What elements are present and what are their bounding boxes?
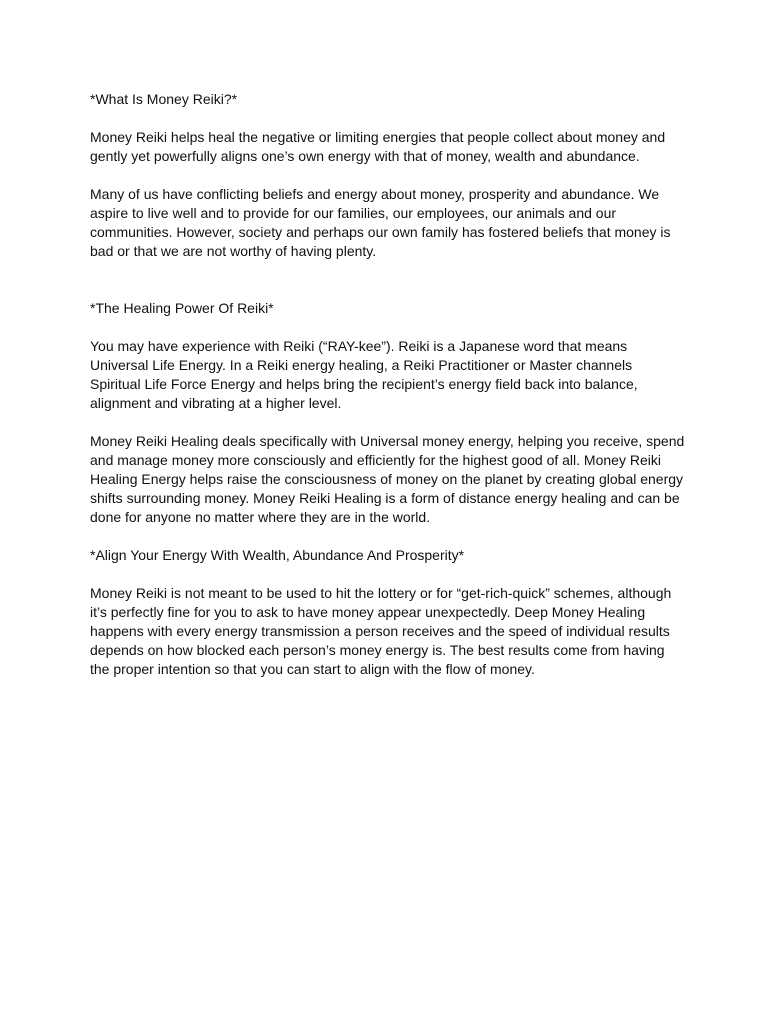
- paragraph: [90, 185, 690, 261]
- text-line: You may have experience with Reiki (“RAY-kee”). Reiki is a Japanese word that means: [90, 338, 628, 354]
- section-heading: *The Healing Power Of Reiki*: [90, 300, 274, 316]
- document-body: [90, 90, 690, 679]
- text-line: it’s perfectly fine for you to ask to have money appear unexpectedly. Deep Money Healing: [90, 604, 646, 620]
- text-line: and manage money more consciously and efficiently for the highest good of all. Money Reiki: [90, 452, 661, 468]
- text-line: alignment and vibrating at a higher level.: [90, 395, 342, 411]
- text-line: Money Reiki helps heal the negative or limiting energies that people collect about money and: [90, 129, 666, 145]
- text-line: Many of us have conflicting beliefs and energy about money, prosperity and abundance. We: [90, 186, 660, 202]
- text-line: communities. However, society and perhaps our own family has fostered beliefs that money is: [90, 224, 671, 240]
- paragraph: [90, 337, 690, 413]
- text-line: bad or that we are not worthy of having plenty.: [90, 243, 377, 259]
- text-line: happens with every energy transmission a person receives and the speed of individual results: [90, 623, 670, 639]
- paragraph: [90, 584, 690, 679]
- text-line: aspire to live well and to provide for our families, our employees, our animals and our: [90, 205, 617, 221]
- section-heading: *What Is Money Reiki?*: [90, 91, 238, 107]
- paragraph-spacer: [90, 527, 690, 546]
- text-line: Money Reiki Healing deals specifically with Universal money energy, helping you receive, spend: [90, 433, 685, 449]
- text-line: Money Reiki is not meant to be used to hit the lottery or for “get-rich-quick” schemes, although: [90, 585, 672, 601]
- section-heading: *Align Your Energy With Wealth, Abundance And Prosperity*: [90, 547, 465, 563]
- text-line: shifts surrounding money. Money Reiki Healing is a form of distance energy healing and can be: [90, 490, 680, 506]
- text-line: done for anyone no matter where they are in the world.: [90, 509, 431, 525]
- text-line: depends on how blocked each person’s money energy is. The best results come from having: [90, 642, 665, 658]
- paragraph-spacer: [90, 565, 690, 584]
- paragraph: [90, 432, 690, 527]
- text-line: the proper intention so that you can start to align with the flow of money.: [90, 661, 535, 677]
- paragraph-spacer: [90, 261, 690, 299]
- text-line: gently yet powerfully aligns one’s own energy with that of money, wealth and abundance.: [90, 148, 640, 164]
- paragraph-spacer: [90, 413, 690, 432]
- paragraph-spacer: [90, 166, 690, 185]
- paragraph-spacer: [90, 109, 690, 128]
- text-line: Spiritual Life Force Energy and helps bring the recipient’s energy field back into balance,: [90, 376, 638, 392]
- text-line: Universal Life Energy. In a Reiki energy healing, a Reiki Practitioner or Master channels: [90, 357, 633, 373]
- paragraph: [90, 128, 690, 166]
- paragraph-spacer: [90, 318, 690, 337]
- text-line: Healing Energy helps raise the consciousness of money on the planet by creating global energy: [90, 471, 684, 487]
